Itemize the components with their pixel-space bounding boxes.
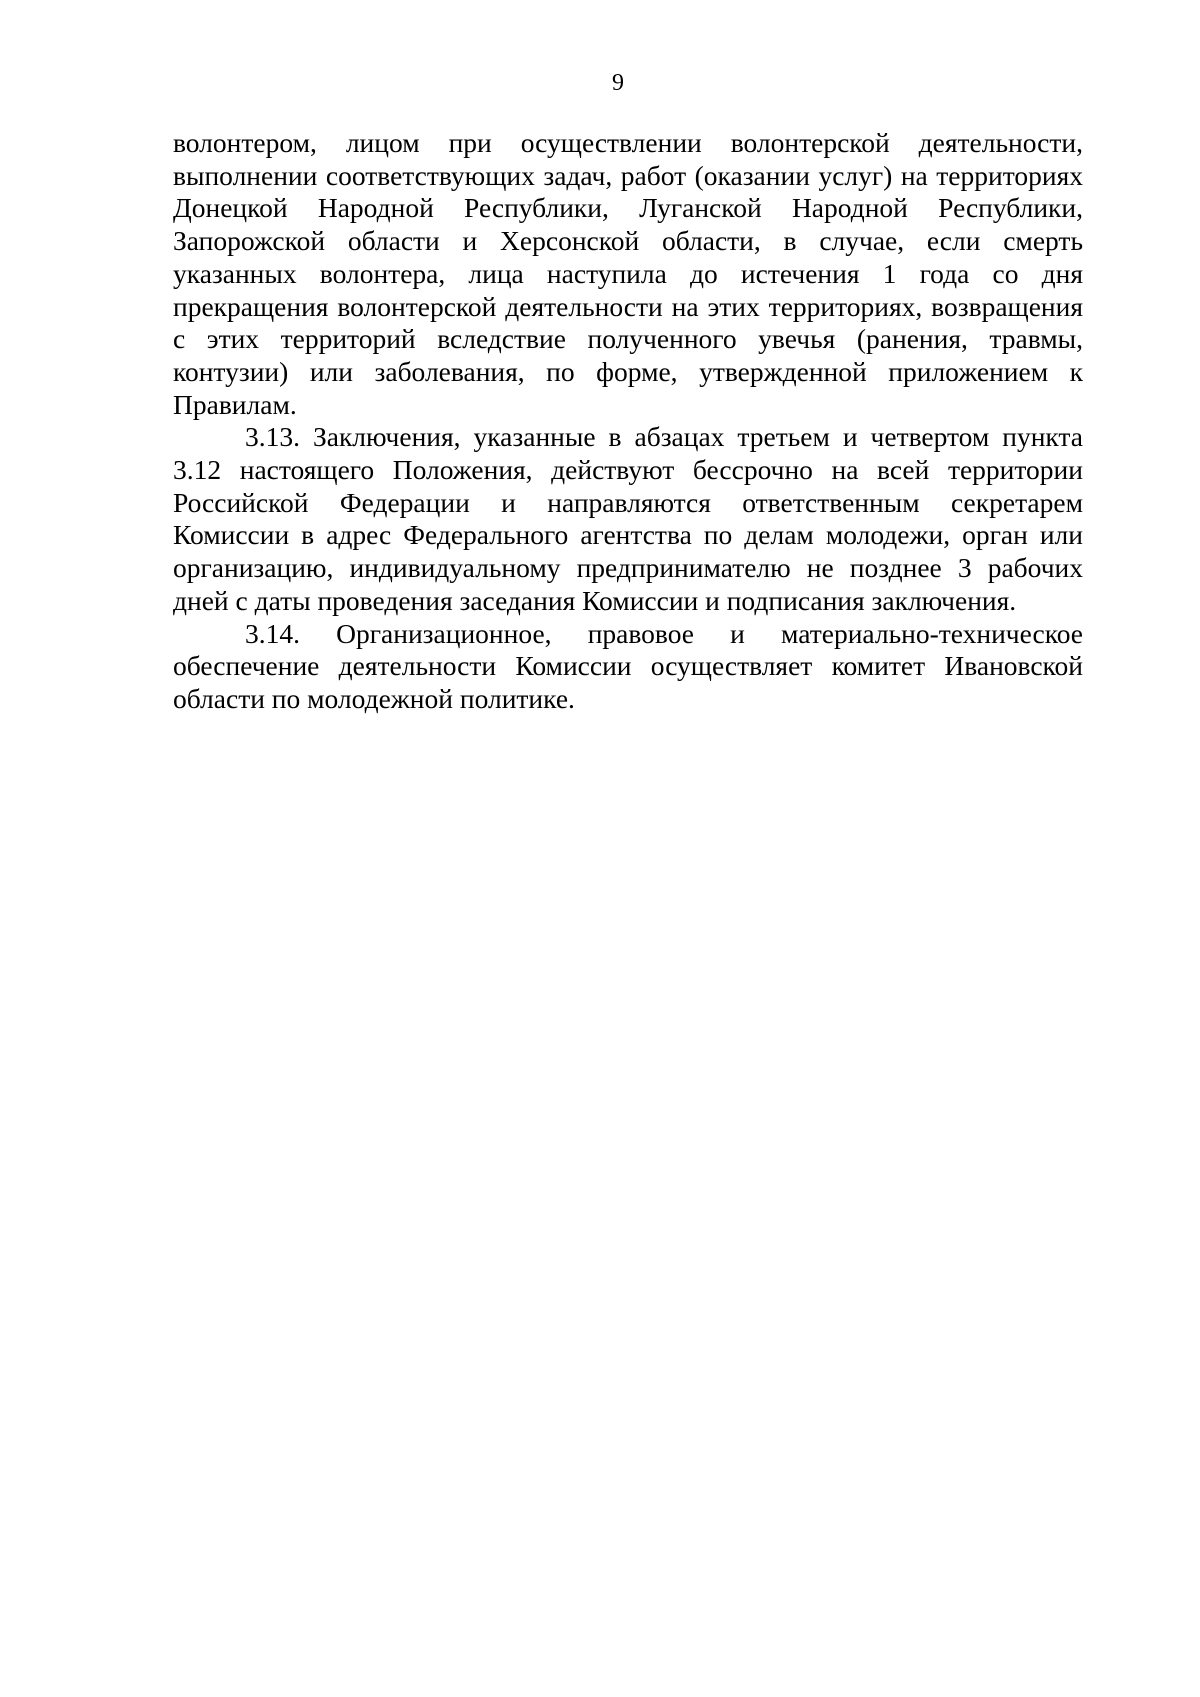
paragraph-3-14: 3.14. Организационное, правовое и материально-техническое обеспечение деятельности Комиссии осуществляет комитет Ивановской области по молодежной политике. xyxy=(173,617,1083,714)
document-body xyxy=(173,127,1083,716)
paragraph-continuation: волонтером, лицом при осуществлении волонтерской деятельности, выполнении соответствующих задач, работ (оказании услуг) на территориях Донецкой Народной Республики, Луганской Народной Республики, Запорожской области и Херсонской области, в случае, если смерть указанных волонтера, лица наступила до истечения 1 года со дня прекращения волонтерской деятельности на этих территориях, возвращения с этих территорий вследствие полученного увечья (ранения, травмы, контузии) или заболевания, по форме, утвержденной приложением к Правилам. xyxy=(173,127,1083,420)
page-number: 9 xyxy=(612,70,624,96)
paragraph-3-13: 3.13. Заключения, указанные в абзацах третьем и четвертом пункта 3.12 настоящего Положения, действуют бессрочно на всей территории Российской Федерации и направляются ответственным секретарем Комиссии в адрес Федерального агентства по делам молодежи, орган или организацию, индивидуальному предпринимателю не позднее 3 рабочих дней с даты проведения заседания Комиссии и подписания заключения. xyxy=(173,421,1083,616)
